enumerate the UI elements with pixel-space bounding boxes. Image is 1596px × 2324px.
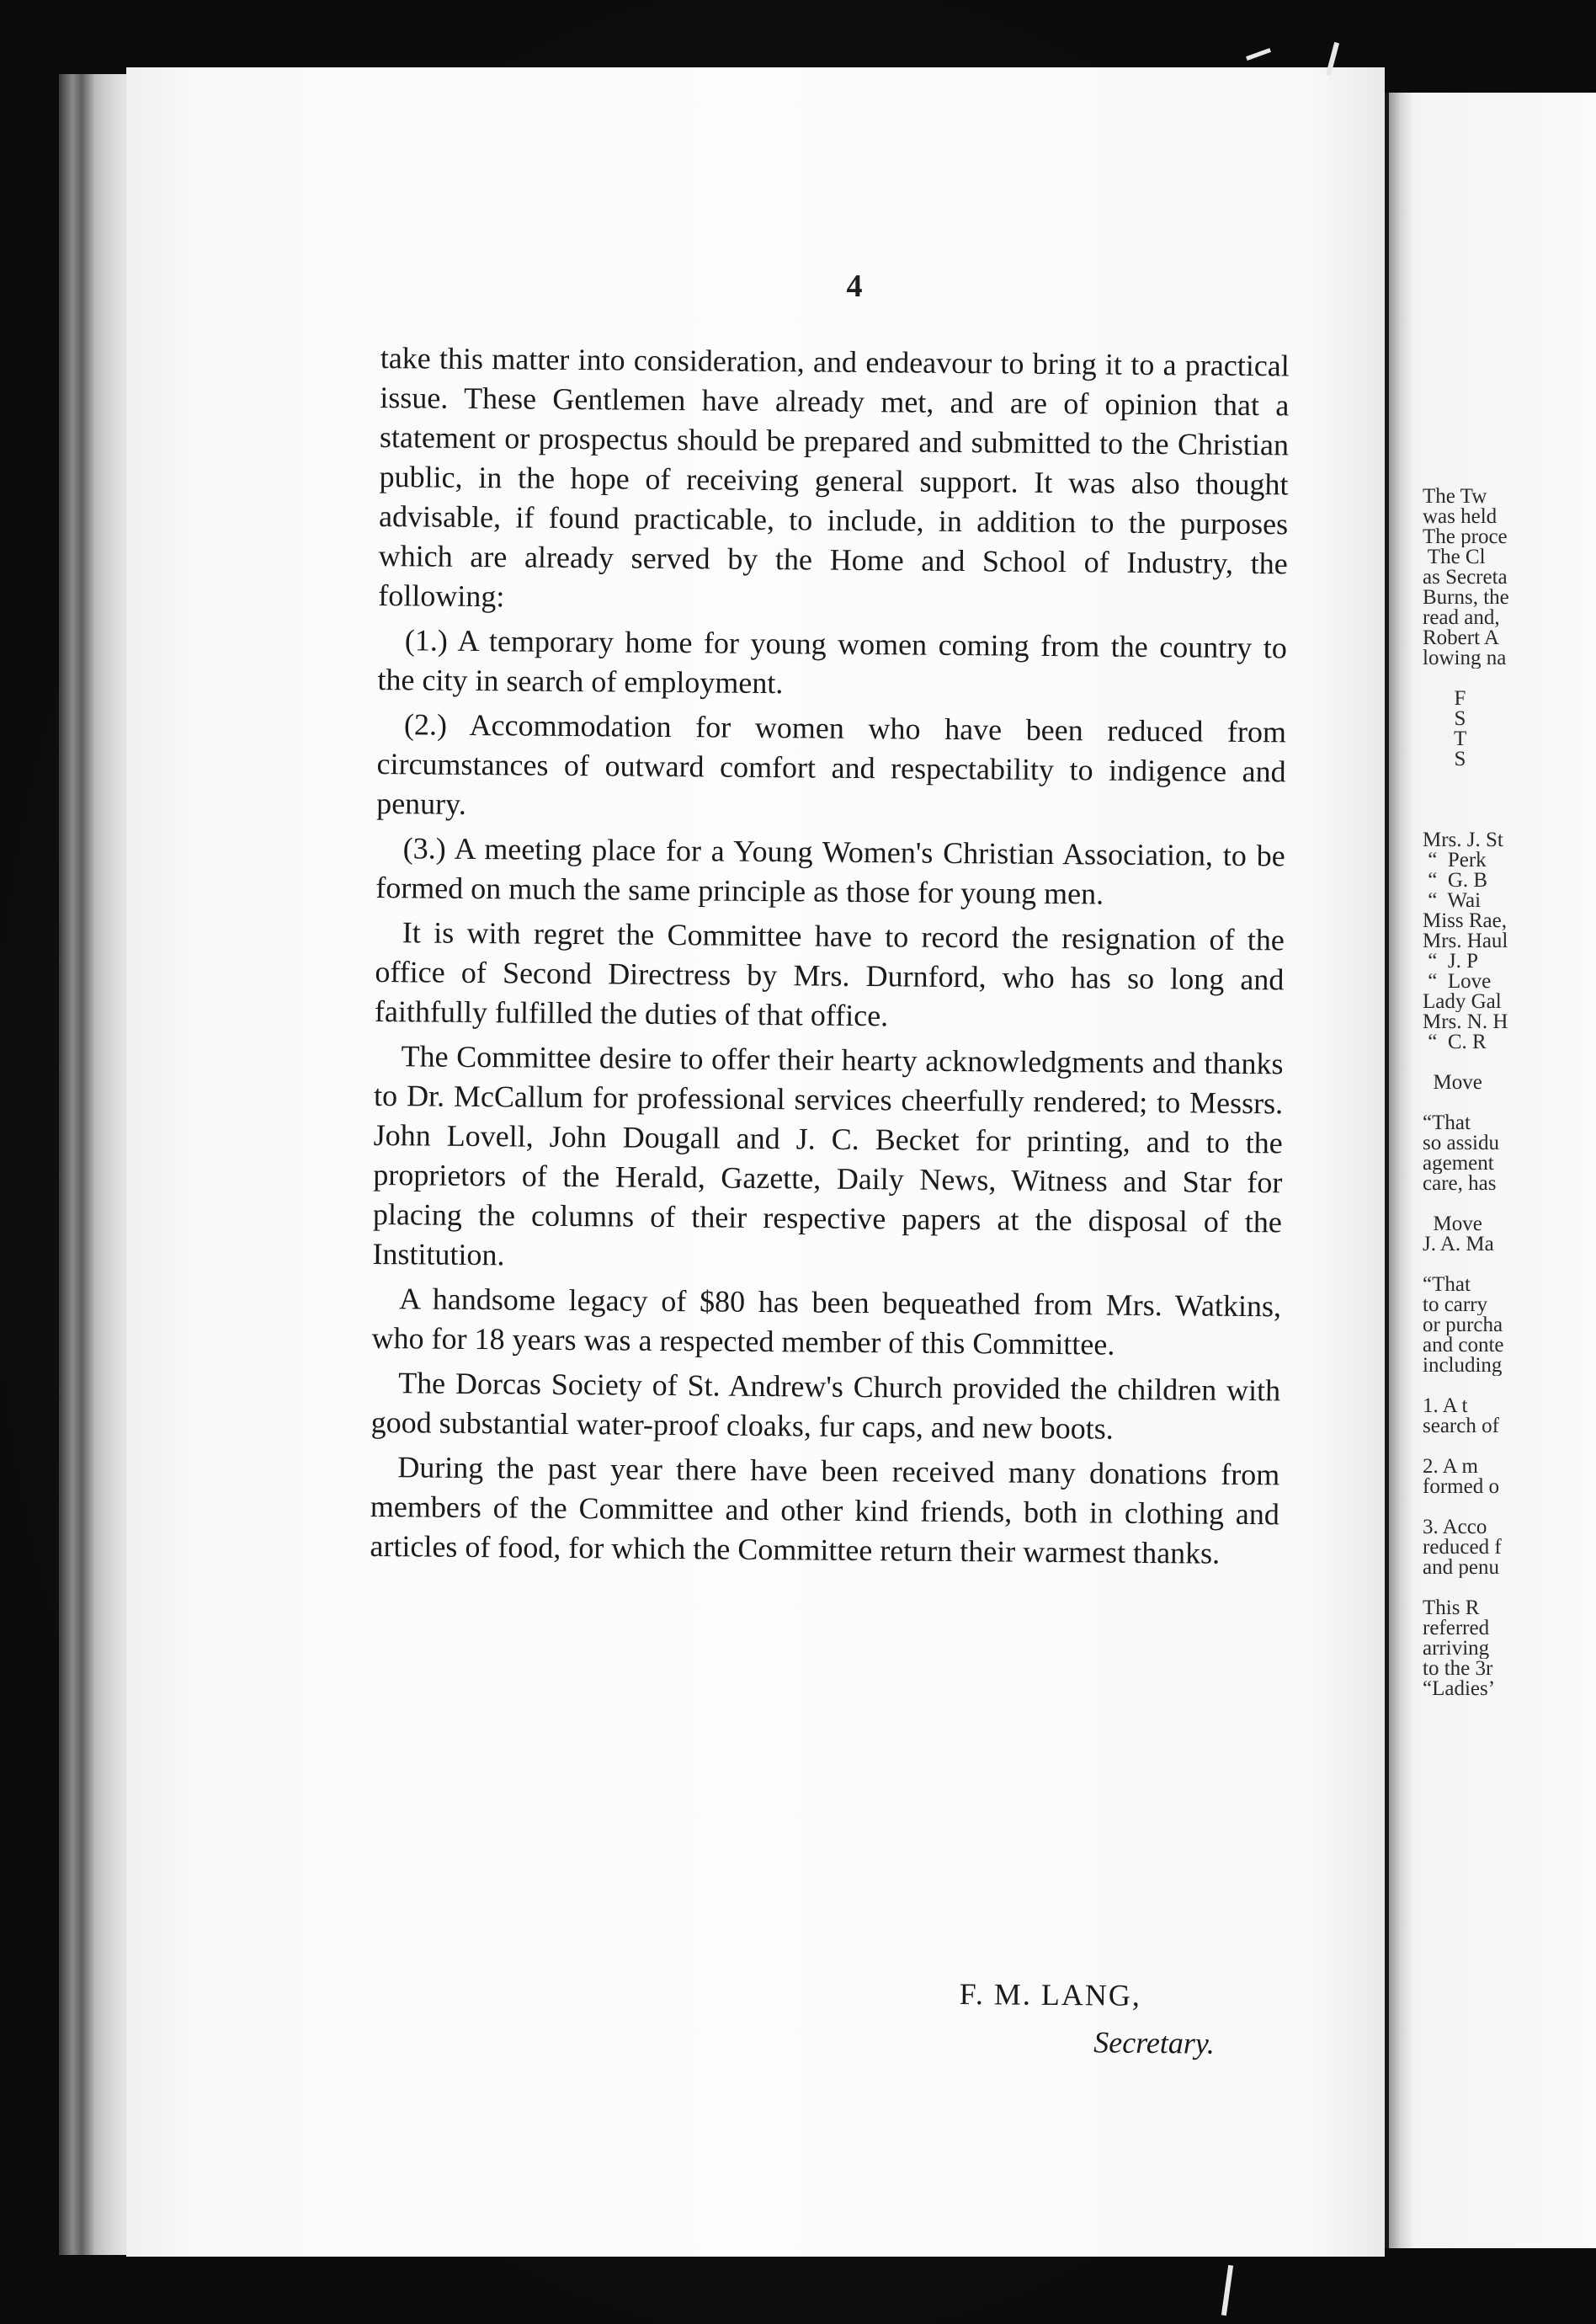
fragment-line: and conte bbox=[1423, 1335, 1504, 1356]
fragment-line: This R bbox=[1423, 1598, 1480, 1618]
fragment-line: The proce bbox=[1423, 527, 1508, 547]
fragment-line: to carry bbox=[1423, 1295, 1488, 1315]
paragraph-resignation: It is with regret the Committee have to record the resignation of the office of Second Directress by Mrs. Durnford, who has so long and faithfully fulfilled the duties of that office. bbox=[374, 915, 1285, 1033]
fragment-line: “ J. P bbox=[1423, 951, 1478, 972]
fragment-line: “That bbox=[1423, 1113, 1471, 1133]
paragraph-legacy: A handsome legacy of $80 has been bequeathed from Mrs. Watkins, who for 18 years was a respected member of this Committee. bbox=[371, 1282, 1282, 1362]
fragment-line: formed o bbox=[1423, 1477, 1499, 1497]
fragment-line: lowing na bbox=[1423, 648, 1507, 669]
fragment-line: Mrs. J. St bbox=[1423, 830, 1503, 850]
fragment-line bbox=[1423, 1053, 1596, 1073]
fragment-line: Move bbox=[1423, 1214, 1482, 1234]
paragraph-dorcas-society: The Dorcas Society of St. Andrew's Church provided the children with good substantial water-proof cloaks, fur caps, and new boots. bbox=[370, 1366, 1281, 1446]
fragment-line: agement bbox=[1423, 1154, 1494, 1174]
fragment-line bbox=[1423, 770, 1596, 790]
paragraph-acknowledgments: The Committee desire to offer their hearty acknowledgments and thanks to Dr. McCallum for professional services cheerfully rendered; to Messrs. John Lovell, John Dougall and J. C. Becket for printing, and to the proprietors of the Herald, Gazette, Daily News, Witness and Star for placing the columns of their respective papers at the disposal of the Institution. bbox=[372, 1039, 1284, 1272]
fragment-line: “ C. R bbox=[1423, 1032, 1487, 1053]
fragment-line: as Secreta bbox=[1423, 568, 1508, 588]
fragment-line: “ Love bbox=[1423, 972, 1492, 992]
fragment-line bbox=[1423, 810, 1596, 830]
fragment-line: S bbox=[1423, 709, 1466, 729]
fragment-line: 3. Acco bbox=[1423, 1517, 1487, 1538]
fragment-line: J. A. Ma bbox=[1423, 1234, 1494, 1255]
fragment-line: Robert A bbox=[1423, 628, 1499, 648]
fragment-line bbox=[1423, 1376, 1596, 1396]
fragment-line bbox=[1423, 1093, 1596, 1113]
signature-block bbox=[959, 1970, 1279, 2067]
page-body bbox=[370, 338, 1290, 1579]
fragment-line bbox=[1423, 669, 1596, 689]
fragment-line: F bbox=[1423, 689, 1466, 709]
fragment-line: Lady Gal bbox=[1423, 992, 1502, 1012]
list-item: (3.) A meeting place for a Young Women's Christian Association, to be formed on much the same principle as those for young men. bbox=[375, 831, 1285, 911]
list-item: (2.) Accommodation for women who have been reduced from circumstances of outward comfort and respectability to indigence and penury. bbox=[376, 707, 1287, 821]
fragment-line: including bbox=[1423, 1356, 1503, 1376]
fragment-line: reduced f bbox=[1423, 1538, 1502, 1558]
fragment-line: search of bbox=[1423, 1416, 1499, 1437]
fragment-line: S bbox=[1423, 749, 1466, 770]
fragment-line: Move bbox=[1423, 1073, 1482, 1093]
fragment-line: “Ladies’ bbox=[1423, 1679, 1496, 1699]
fragment-line: so assidu bbox=[1423, 1133, 1499, 1154]
fragment-line: 2. A m bbox=[1423, 1457, 1478, 1477]
fragment-line: Miss Rae, bbox=[1423, 911, 1507, 931]
fragment-line: The Cl bbox=[1423, 547, 1486, 568]
fragment-line: “That bbox=[1423, 1275, 1471, 1295]
page-number: 4 bbox=[846, 269, 863, 304]
fragment-line bbox=[1423, 1437, 1596, 1457]
fragment-line bbox=[1423, 1497, 1596, 1517]
fragment-line bbox=[1423, 1578, 1596, 1598]
signatory-title: Secretary. bbox=[1093, 2025, 1216, 2060]
fragment-line: T bbox=[1423, 729, 1467, 749]
fragment-line bbox=[1423, 1194, 1596, 1214]
fragment-line bbox=[1423, 790, 1596, 810]
signatory-name: F. M. LANG, bbox=[959, 1976, 1142, 2012]
fragment-line: “ Perk bbox=[1423, 850, 1487, 871]
fragment-line: and penu bbox=[1423, 1558, 1499, 1578]
fragment-line: care, has bbox=[1423, 1174, 1497, 1194]
right-page-edge bbox=[1389, 93, 1596, 2248]
fragment-line: Burns, the bbox=[1423, 588, 1509, 608]
fragment-line: Mrs. N. H bbox=[1423, 1012, 1508, 1032]
list-item: (1.) A temporary home for young women coming from the country to the city in search of employment. bbox=[377, 623, 1288, 701]
fragment-line: read and, bbox=[1423, 608, 1500, 628]
fragment-line: or purcha bbox=[1423, 1315, 1503, 1335]
right-page-text-fragments bbox=[1423, 487, 1596, 1699]
fragment-line bbox=[1423, 1255, 1596, 1275]
fragment-line: “ G. B bbox=[1423, 871, 1488, 891]
paragraph-continuation: take this matter into consideration, and endeavour to bring it to a practical issue. These Gentlemen have already met, and are of opinion that a statement or prospectus should be prepared and submitted to the Christian public, in the hope of receiving general support. It was also thought advisable, if found practicable, to include, in addition to the purposes which are already served by the Home and School of Industry, the following: bbox=[378, 340, 1290, 614]
fragment-line: to the 3r bbox=[1423, 1659, 1493, 1679]
fragment-line: 1. A t bbox=[1423, 1396, 1468, 1416]
fragment-line: referred bbox=[1423, 1618, 1490, 1639]
paragraph-donations: During the past year there have been received many donations from members of the Committee and other kind friends, both in clothing and articles of food, for which the Committee return their warmest thanks. bbox=[370, 1450, 1280, 1570]
fragment-line: Mrs. Haul bbox=[1423, 931, 1508, 951]
fragment-line: The Tw bbox=[1423, 487, 1487, 507]
fragment-line: was held bbox=[1423, 507, 1498, 527]
book-edge bbox=[59, 74, 135, 2255]
fragment-line: arriving bbox=[1423, 1639, 1490, 1659]
fragment-line: “ Wai bbox=[1423, 891, 1482, 911]
